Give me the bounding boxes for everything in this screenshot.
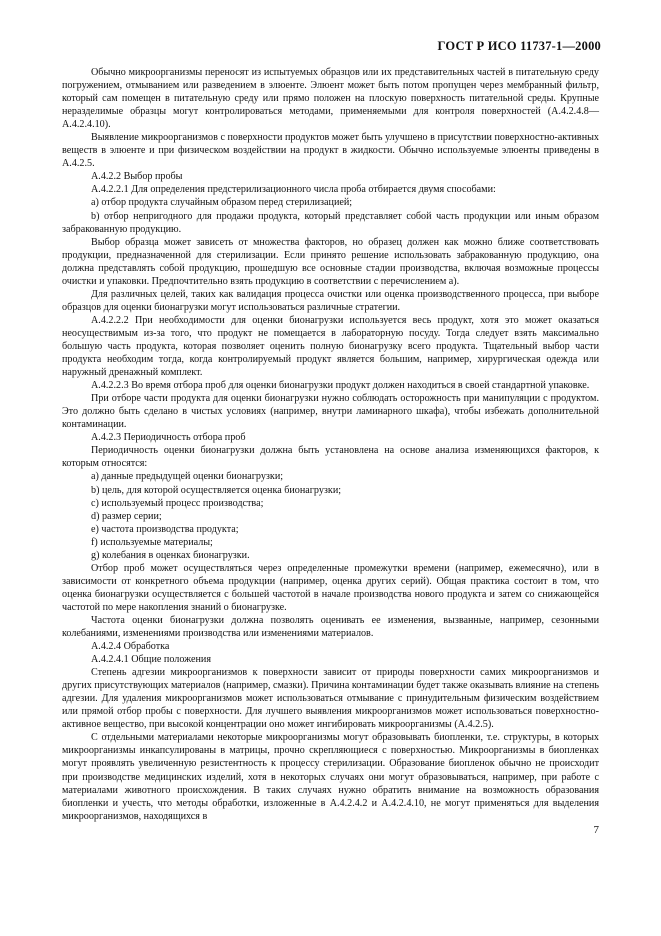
- paragraph: Частота оценки бионагрузки должна позволять оценивать ее изменения, вызванные, например, сезонными колебаниями, изменениями производства или изменениями материалов.: [62, 614, 599, 640]
- document-header-title: ГОСТ Р ИСО 11737-1—2000: [437, 39, 601, 53]
- list-item: f) используемые материалы;: [91, 536, 213, 548]
- paragraph: Отбор проб может осуществляться через определенные промежутки времени (например, ежемесячно), или в зависимости от конкретного объема продукции (например, оценка других серий). Общая практика состоит в том, что оценка бионагрузки осуществляется с большей частотой в начале производства нового продукта и затем со снижающейся частотой по мере накопления знаний о бионагрузке.: [62, 562, 599, 613]
- list-item: b) отбор непригодного для продажи продукта, который представляет собой часть продукции или иным образом забракованную продукцию.: [62, 210, 599, 235]
- section-heading: А.4.2.2 Выбор пробы: [91, 171, 183, 183]
- paragraph: При отборе части продукта для оценки бионагрузки нужно соблюдать осторожность при манипуляции с продуктом. Это должно быть сделано в чистых условиях (например, внутри ламинарного шкафа), чтобы избежать дополнительной контаминации.: [62, 393, 599, 431]
- list-item: d) размер серии;: [91, 510, 162, 522]
- list-item: a) данные предыдущей оценки бионагрузки;: [91, 471, 284, 483]
- paragraph: Периодичность оценки бионагрузки должна быть установлена на основе анализа изменяющихся факторов, к которым относятся:: [62, 445, 599, 470]
- paragraph: Степень адгезии микроорганизмов к поверхности зависит от природы поверхности самих микроорганизмов и других присутствующих материалов (например, смазки). Причина контаминации будет также оказывать влияние на степень адгезии. Для удаления микроорганизмов может использоваться отмывание с принудительным физическим воздействием или прямой отбор пробы с поверхности. Для лучшего выявления микроорганизмов может использоваться поверхностно-активное вещество, при высокой концентрации оно может ингибировать микроорганизмы (А.4.2.5).: [62, 667, 599, 731]
- paragraph: А.4.2.2.2 При необходимости для оценки бионагрузки используется весь продукт, хотя это может оказаться неосуществимым из-за того, что продукт не помещается в лабораторную посуду. Тогда следует взять максимально большую часть продукта, которая позволяет оценить полную бионагрузку всего продукта. Тщательный выбор части продукта необходим тогда, когда контролируемый продукт является большим, например, хирургическая одежда или наружный дренажный комплект.: [62, 314, 599, 379]
- section-heading: А.4.2.4 Обработка: [91, 641, 170, 653]
- paragraph: С отдельными материалами некоторые микроорганизмы могут образовывать биопленки, т.е. структуры, в которых микроорганизмы инкапсулированы в матрицы, прочно скрепляющиеся с поверхностью. Микроорганизмы в биопленках могут проявлять увеличенную резистентность к процессу стерилизации. Образование биопленок обычно не происходит при производстве медицинских изделий, хотя в некоторых случаях они могут образовываться, например, при работе с материалами животного происхождения. В таких случаях нужно обратить внимание на возможность образования биопленки и учесть, что методы обработки, изложенные в А.4.2.4.2 и А.4.2.4.10, не могут применяться для выделения микроорганизмов, находящихся в: [62, 732, 599, 822]
- paragraph: А.4.2.2.3 Во время отбора проб для оценки бионагрузки продукт должен находиться в своей стандартной упаковке.: [91, 380, 590, 392]
- list-item: c) используемый процесс производства;: [91, 497, 264, 509]
- list-item: g) колебания в оценках бионагрузки.: [91, 549, 250, 561]
- paragraph: Выбор образца может зависеть от множества факторов, но образец должен как можно ближе соответствовать продукции, предназначенной для стерилизации. Если принято решение использовать забракованную продукцию, она должна представлять собой продукцию, прошедшую все основные стадии производства, включая возможные процессы очистки и упаковки. Предпочтительно взять продукцию в соответствии с перечислением а).: [62, 236, 599, 287]
- list-item: b) цель, для которой осуществляется оценка бионагрузки;: [91, 484, 342, 496]
- paragraph: А.4.2.2.1 Для определения предстерилизационного числа проба отбирается двумя способами:: [91, 184, 496, 196]
- list-item: a) отбор продукта случайным образом перед стерилизацией;: [91, 197, 353, 209]
- paragraph: Для различных целей, таких как валидация процесса очистки или оценка производственного процесса, при выборе образцов для оценки бионагрузки могут использоваться различные стратегии.: [62, 288, 599, 313]
- section-heading: А.4.2.3 Периодичность отбора проб: [91, 432, 246, 444]
- page-number: 7: [593, 824, 599, 836]
- list-item: e) частота производства продукта;: [91, 523, 239, 535]
- paragraph: Обычно микроорганизмы переносят из испытуемых образцов или их представительных частей в питательную среду погружением, отмыванием или разведением в элюенте. Элюент может быть потом пропущен через мембранный фильтр, который сам помещен в питательную среду или прямо положен на плоскую поверхность питательной среды. Крупные неразделимые образцы могут контролироваться методами, применяемыми для контроля поверхностей (А.4.2.4.8—А.4.2.4.10).: [62, 67, 599, 131]
- document-body: [62, 66, 599, 823]
- section-heading: А.4.2.4.1 Общие положения: [91, 654, 211, 666]
- paragraph: Выявление микроорганизмов с поверхности продуктов может быть улучшено в присутствии поверхностно-активных веществ в элюенте и при физическом воздействии на продукт в жидкости. Обычно используемые элюенты приведены в А.4.2.5.: [62, 132, 599, 170]
